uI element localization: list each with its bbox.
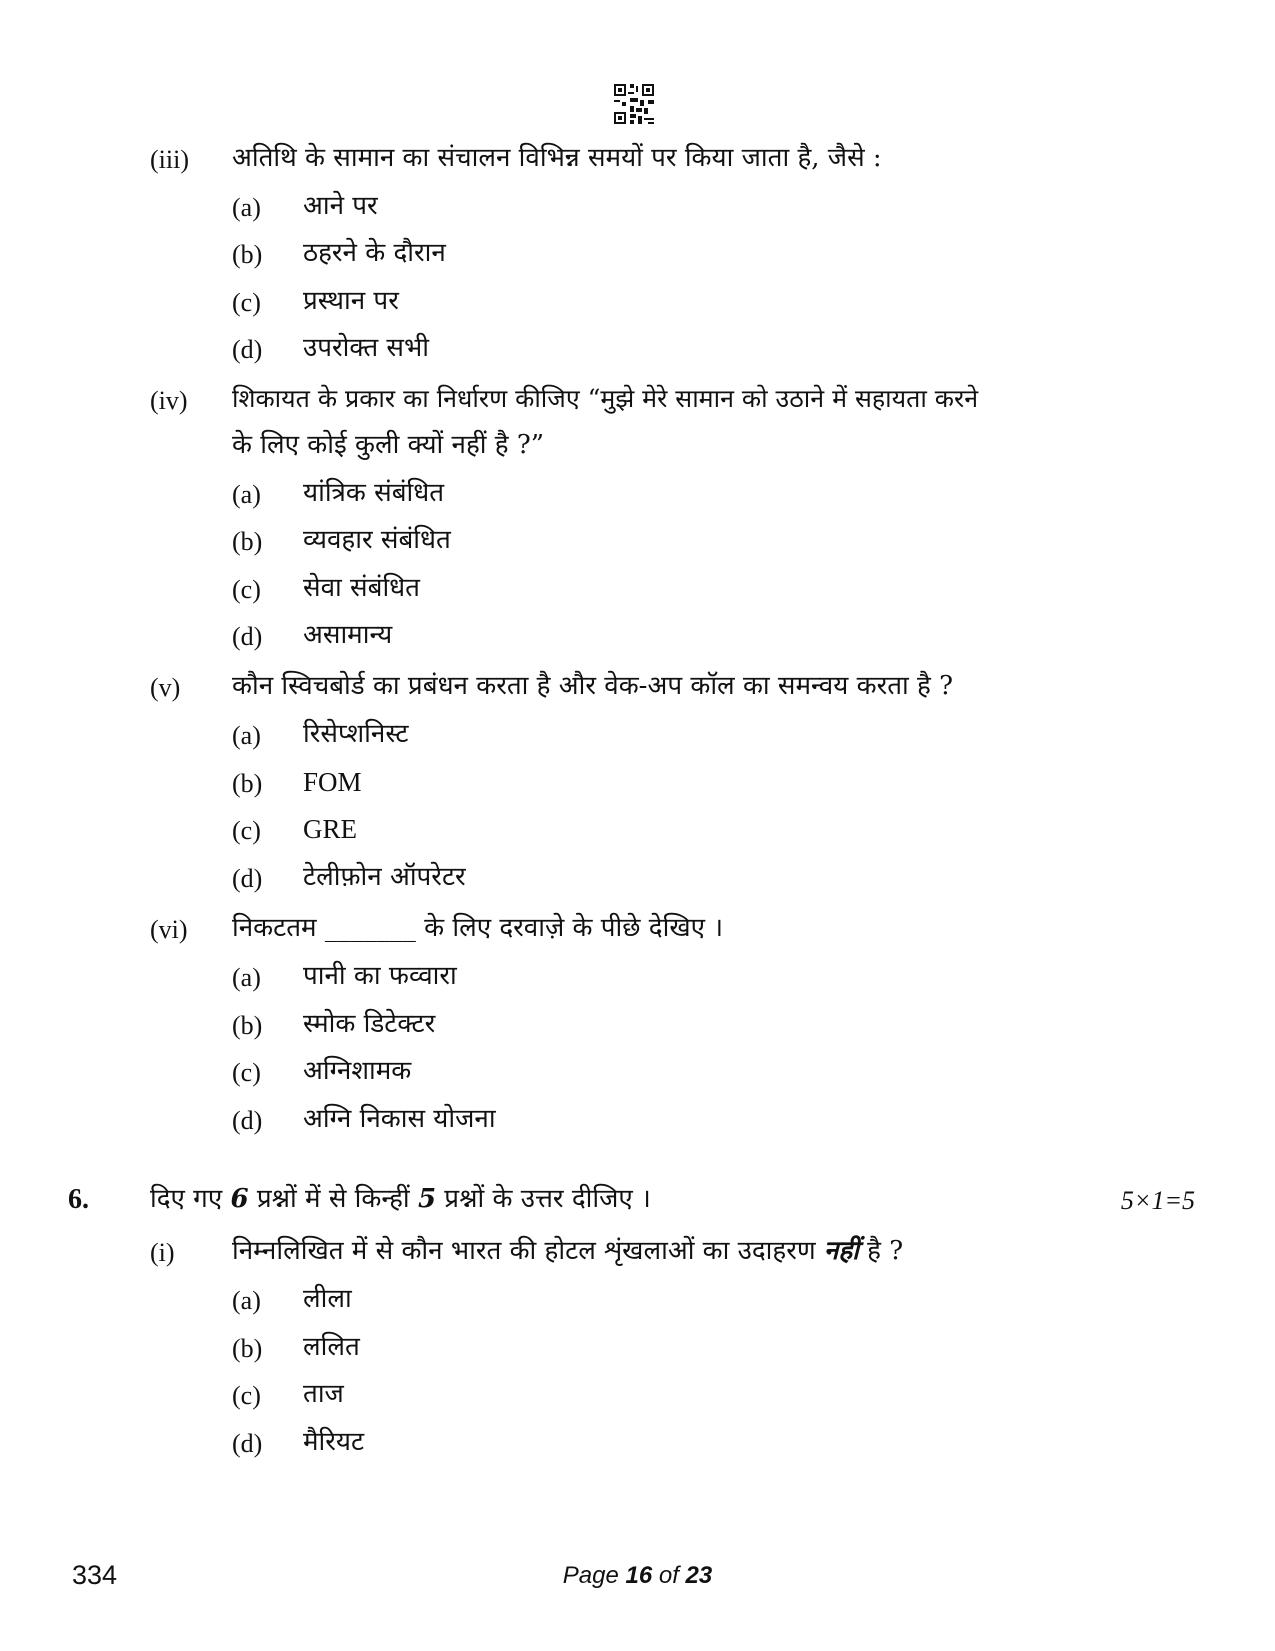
question-text: कौन स्विचबोर्ड का प्रबंधन करता है और वेक-अप कॉल का समन्वय करता है ? bbox=[232, 671, 954, 701]
option-label: (b) bbox=[232, 527, 263, 556]
option-label: (a) bbox=[232, 193, 261, 222]
option-text: मैरियट bbox=[303, 1427, 365, 1457]
question-number: (v) bbox=[150, 673, 181, 702]
option-label: (d) bbox=[232, 335, 263, 364]
question-number: (iv) bbox=[150, 386, 188, 415]
option-text: टेलीफ़ोन ऑपरेटर bbox=[303, 862, 466, 892]
option-label: (b) bbox=[232, 240, 263, 269]
option-text: अग्नि निकास योजना bbox=[303, 1104, 496, 1134]
option-label: (d) bbox=[232, 864, 263, 893]
option-text: सेवा संबंधित bbox=[303, 573, 420, 603]
option-text: व्यवहार संबंधित bbox=[303, 525, 451, 555]
option-text: पानी का फव्वारा bbox=[303, 961, 457, 991]
option-label: (a) bbox=[232, 1286, 261, 1315]
option-text: लीला bbox=[303, 1284, 352, 1314]
question-text-line2: के लिए कोई कुली क्यों नहीं है ?” bbox=[232, 430, 545, 460]
option-text: उपरोक्त सभी bbox=[303, 333, 429, 363]
option-label: (c) bbox=[232, 288, 261, 317]
option-label: (a) bbox=[232, 963, 261, 992]
option-text: ठहरने के दौरान bbox=[303, 238, 446, 268]
question-text: अतिथि के सामान का संचालन विभिन्न समयों पर किया जाता है, जैसे : bbox=[232, 143, 882, 173]
question-number: (i) bbox=[150, 1238, 175, 1267]
question-number: (vi) bbox=[150, 915, 188, 944]
option-label: (d) bbox=[232, 622, 263, 651]
question-text-line1: शिकायत के प्रकार का निर्धारण कीजिए “मुझे मेरे सामान को उठाने में सहायता करने bbox=[232, 384, 979, 413]
option-text: अग्निशामक bbox=[303, 1056, 412, 1086]
option-text: यांत्रिक संबंधित bbox=[303, 478, 445, 508]
option-label: (b) bbox=[232, 769, 263, 798]
option-label: (a) bbox=[232, 721, 261, 750]
question-6-instruction: दिए गए 6 प्रश्नों में से किन्हीं 5 प्रश्नों के उत्तर दीजिए । bbox=[150, 1184, 651, 1214]
option-label: (c) bbox=[232, 1058, 261, 1087]
option-label: (c) bbox=[232, 1381, 261, 1410]
option-label: (c) bbox=[232, 575, 261, 604]
option-text: स्मोक डिटेक्टर bbox=[303, 1009, 436, 1039]
qr-code-icon bbox=[614, 84, 654, 124]
question-6-number: 6. bbox=[68, 1184, 89, 1215]
question-text: निम्नलिखित में से कौन भारत की होटल शृंखलाओं का उदाहरण नहीं है ? bbox=[232, 1236, 904, 1266]
option-text: GRE bbox=[303, 814, 357, 844]
option-label: (d) bbox=[232, 1429, 263, 1458]
option-text: FOM bbox=[303, 767, 362, 797]
option-text: ललित bbox=[303, 1332, 360, 1362]
option-label: (b) bbox=[232, 1334, 263, 1363]
marks-allocation: 5×1=5 bbox=[1120, 1186, 1195, 1215]
question-number: (iii) bbox=[150, 145, 189, 174]
page-number: Page 16 of 23 bbox=[562, 1562, 713, 1589]
option-label: (d) bbox=[232, 1106, 263, 1135]
option-text: असामान्य bbox=[303, 620, 393, 650]
option-text: ताज bbox=[303, 1379, 344, 1409]
option-label: (c) bbox=[232, 816, 261, 845]
emphasis-not: नहीं bbox=[823, 1236, 859, 1266]
option-text: आने पर bbox=[303, 191, 378, 221]
option-text: रिसेप्शनिस्ट bbox=[303, 719, 409, 749]
option-text: प्रस्थान पर bbox=[303, 286, 399, 316]
paper-code: 334 bbox=[72, 1560, 118, 1590]
option-label: (b) bbox=[232, 1011, 263, 1040]
question-text: निकटतम _______ के लिए दरवाज़े के पीछे देखिए । bbox=[232, 913, 724, 943]
option-label: (a) bbox=[232, 480, 261, 509]
